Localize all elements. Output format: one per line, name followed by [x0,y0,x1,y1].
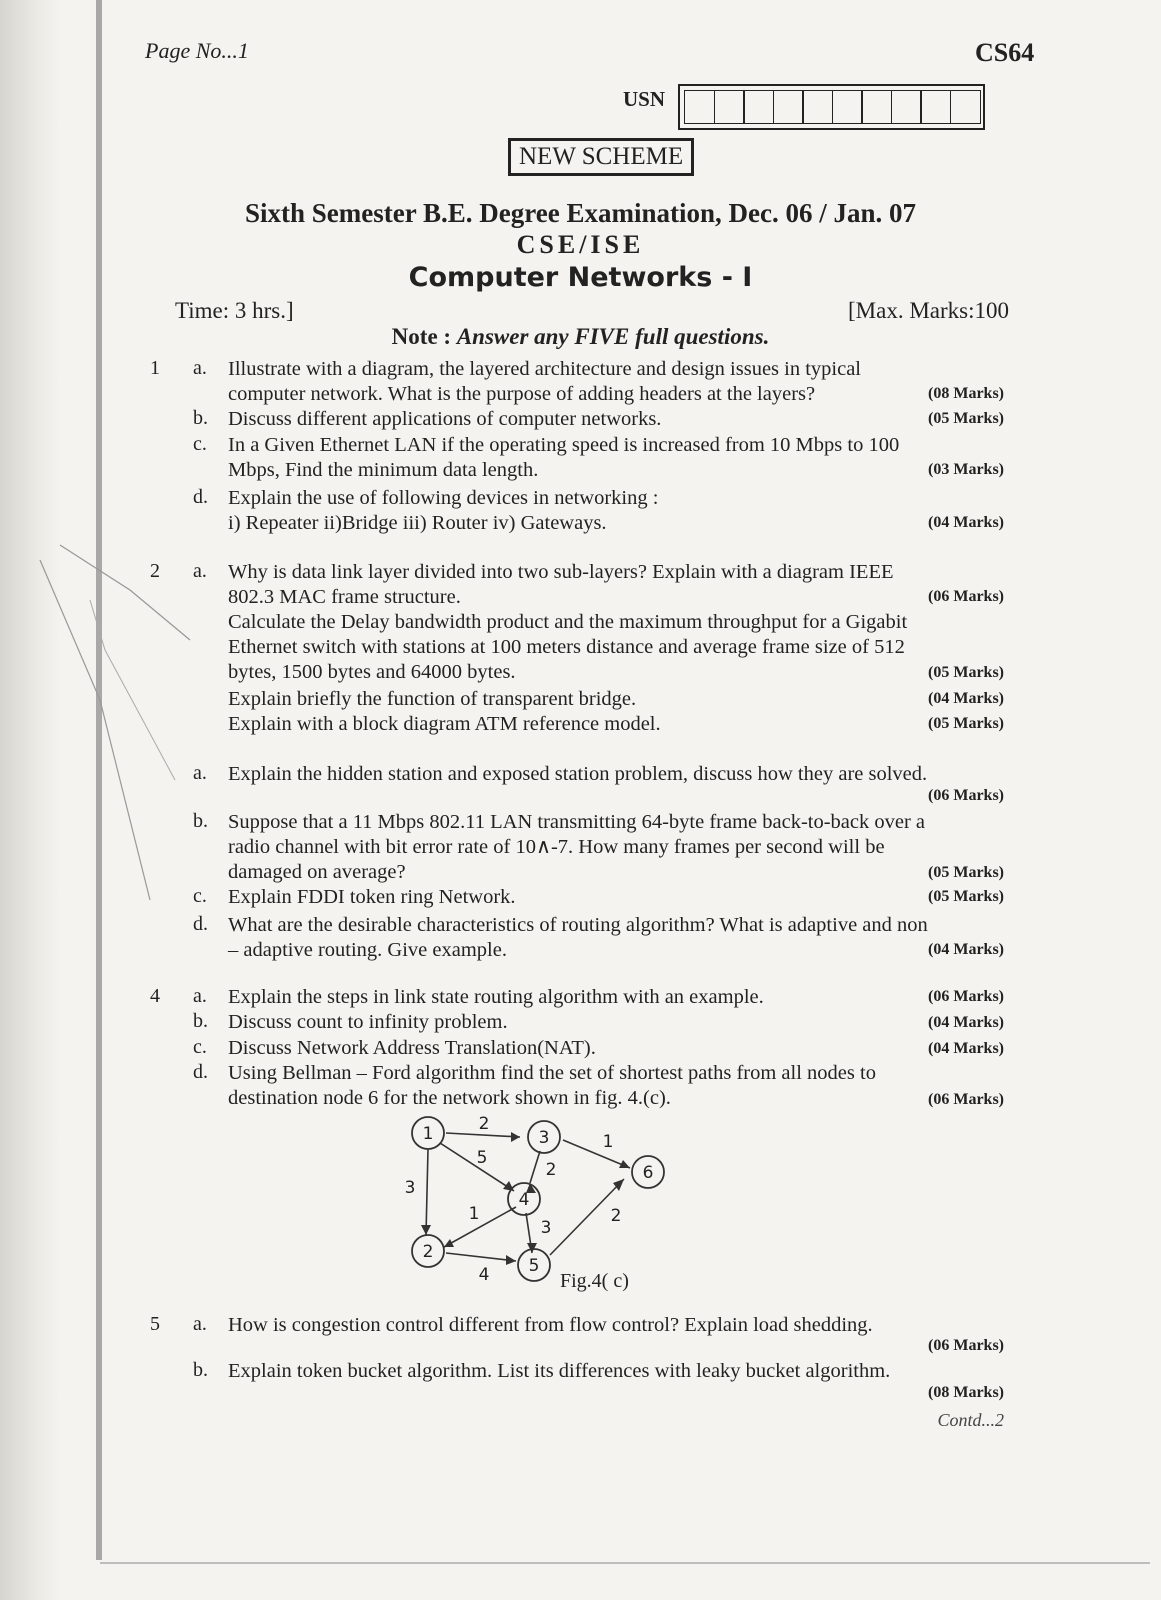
edge-weight: 4 [478,1265,490,1285]
usn-cell [743,90,774,124]
edge-3-4 [530,1151,540,1183]
note-label: Note : [391,324,452,349]
question-part-label: b. [193,810,208,832]
marks-label: (04 Marks) [928,690,1004,707]
marks-label: (03 Marks) [928,461,1004,478]
question-part-label: b. [193,1010,208,1032]
usn-label: USN [623,87,666,111]
note-text: Answer any FIVE full questions. [456,324,770,349]
marks-label: (06 Marks) [928,1091,1004,1108]
question-text-line: What are the desirable characteristics of routing algorithm? What is adaptive and non [228,914,928,936]
question-part-label: a. [193,985,207,1007]
usn-cell [920,90,951,124]
question-text-line: Explain briefly the function of transparent bridge. [228,688,637,710]
question-text-line: Explain the hidden station and exposed station problem, discuss how they are solved. [228,763,928,785]
question-number: 4 [150,985,160,1007]
question-text-line: i) Repeater ii)Bridge iii) Router iv) Gateways. [228,512,607,534]
marks-label: (04 Marks) [928,1014,1004,1031]
subject-code: CS64 [975,38,1035,67]
usn-cell [950,90,981,124]
question-text-line: – adaptive routing. Give example. [228,939,507,961]
edge-weight: 5 [476,1148,488,1168]
usn-cell [832,90,863,124]
marks-label: (06 Marks) [928,588,1004,605]
usn-grid [678,84,985,130]
arrowhead [527,1243,537,1253]
marks-label: (04 Marks) [928,514,1004,531]
usn-cell [802,90,833,124]
question-text-line: Calculate the Delay bandwidth product and the maximum throughput for a Gigabit [228,611,908,633]
usn-cell [714,90,745,124]
question-text-line: Explain token bucket algorithm. List its differences with leaky bucket algorithm. [228,1360,891,1382]
instruction-note [0,324,1161,350]
marks-label: (05 Marks) [928,715,1004,732]
question-text-line: Illustrate with a diagram, the layered architecture and design issues in typical [228,358,861,380]
subject-title: Computer Networks - I [408,262,753,293]
edge-weight: 1 [602,1132,614,1152]
question-text-line: Explain the steps in link state routing algorithm with an example. [228,986,764,1008]
marks-label: (06 Marks) [928,787,1004,804]
question-part-label: c. [193,885,207,907]
edge-3-6 [563,1140,630,1168]
node-label: 2 [422,1242,434,1262]
edge-weight: 1 [468,1204,480,1224]
question-text-line: destination node 6 for the network shown in fig. 4.(c). [228,1087,671,1109]
network-graph-figure [398,1115,688,1290]
node-label: 3 [538,1128,550,1148]
page-number: Page No...1 [145,38,249,63]
question-text-line: Explain with a block diagram ATM reference model. [228,713,661,735]
marks-label: (08 Marks) [928,1384,1004,1401]
question-text-line: radio channel with bit error rate of 10∧-7. How many frames per second will be [228,836,885,858]
bottom-rule [100,1562,1150,1564]
marks-label: (05 Marks) [928,888,1004,905]
marks-label: (04 Marks) [928,1040,1004,1057]
marks-label: (05 Marks) [928,410,1004,427]
question-text-line: Discuss count to infinity problem. [228,1011,508,1033]
question-text-line: Discuss different applications of computer networks. [228,408,662,430]
question-text-line: Why is data link layer divided into two sub-layers? Explain with a diagram IEEE [228,561,894,583]
scheme-box: NEW SCHEME [508,138,694,176]
arrowhead [506,1255,516,1265]
edge-weight: 2 [478,1115,490,1134]
question-text-line: In a Given Ethernet LAN if the operating speed is increased from 10 Mbps to 100 [228,434,900,456]
question-part-label: b. [193,407,208,429]
question-text-line: Ethernet switch with stations at 100 meters distance and average frame size of 512 [228,636,905,658]
question-text-line: Explain the use of following devices in networking : [228,487,659,509]
marks-label: (04 Marks) [928,941,1004,958]
usn-cell [891,90,922,124]
marks-label: (08 Marks) [928,385,1004,402]
time-allowed: Time: 3 hrs.] [175,298,294,323]
question-part-label: a. [193,762,207,784]
branch-title: CSE/ISE [516,230,645,259]
question-part-label: d. [193,486,208,508]
question-text-line: Using Bellman – Ford algorithm find the set of shortest paths from all nodes to [228,1062,876,1084]
edge-weight: 2 [545,1160,557,1180]
arrowhead [503,1181,514,1191]
question-part-label: a. [193,357,207,379]
question-part-label: d. [193,913,208,935]
question-part-label: a. [193,1313,207,1335]
continued-note: Contd...2 [937,1410,1004,1430]
edge-2-5 [446,1253,516,1261]
max-marks: [Max. Marks:100 [848,298,1009,323]
usn-cell [773,90,804,124]
marks-label: (06 Marks) [928,1337,1004,1354]
question-text-line: bytes, 1500 bytes and 64000 bytes. [228,661,516,683]
paper-fold-lines [0,0,260,1000]
question-text-line: damaged on average? [228,861,406,883]
arrowhead [421,1225,431,1235]
question-number: 5 [150,1313,160,1335]
question-text-line: 802.3 MAC frame structure. [228,586,461,608]
figure-caption: Fig.4( c) [560,1270,629,1292]
node-label: 5 [528,1256,540,1276]
arrowhead [511,1132,520,1142]
question-text-line: Mbps, Find the minimum data length. [228,459,539,481]
edge-weight: 3 [540,1218,552,1238]
question-part-label: a. [193,560,207,582]
edge-weight: 2 [610,1206,622,1226]
usn-cell [861,90,892,124]
node-label: 4 [518,1190,530,1210]
marks-label: (05 Marks) [928,864,1004,881]
question-part-label: b. [193,1359,208,1381]
node-label: 1 [422,1124,434,1144]
question-number: 1 [150,357,160,379]
question-text-line: How is congestion control different from flow control? Explain load shedding. [228,1314,873,1336]
exam-title: Sixth Semester B.E. Degree Examination, Dec. 06 / Jan. 07 [245,198,916,228]
question-text-line: Suppose that a 11 Mbps 802.11 LAN transmitting 64-byte frame back-to-back over a [228,811,926,833]
question-text-line: Discuss Network Address Translation(NAT). [228,1037,596,1059]
marks-label: (06 Marks) [928,988,1004,1005]
question-part-label: c. [193,433,207,455]
question-part-label: c. [193,1036,207,1058]
question-part-label: d. [193,1061,208,1083]
edge-1-2 [426,1149,428,1235]
edge-4-2 [444,1207,516,1247]
question-number: 2 [150,560,160,582]
marks-label: (05 Marks) [928,664,1004,681]
usn-cell [684,90,715,124]
node-label: 6 [642,1163,654,1183]
edge-weight: 3 [404,1178,416,1198]
question-text-line: computer network. What is the purpose of adding headers at the layers? [228,383,816,405]
question-text-line: Explain FDDI token ring Network. [228,886,516,908]
